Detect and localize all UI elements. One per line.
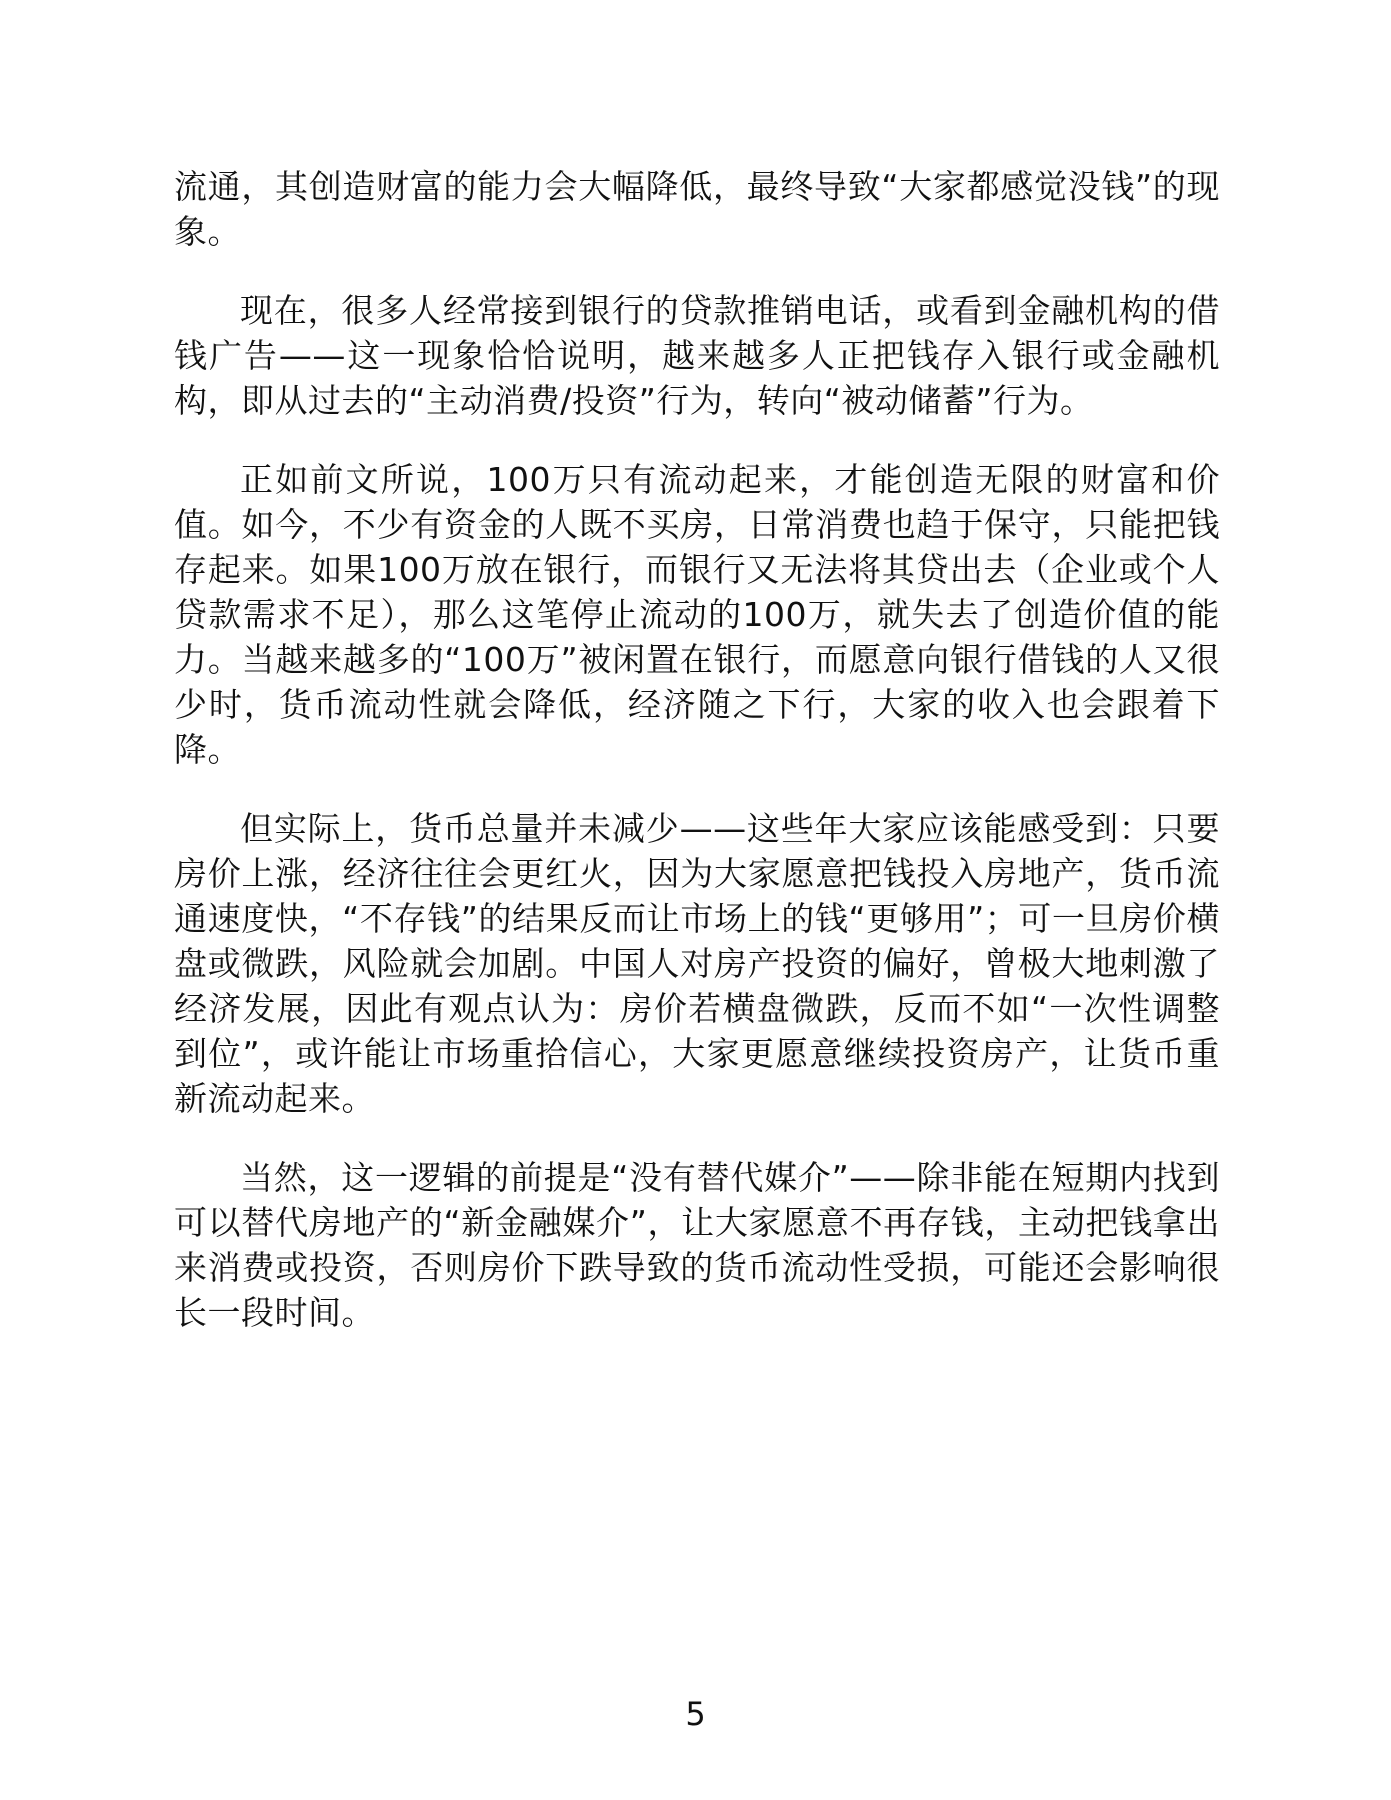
paragraph-continuation: 流通，其创造财富的能力会大幅降低，最终导致“大家都感觉没钱”的现象。 xyxy=(174,167,1220,251)
paragraph-alternative-medium: 当然，这一逻辑的前提是“没有替代媒介”——除非能在短期内找到可以替代房地产的“新金融媒介”，让大家愿意不再存钱，主动把钱拿出来消费或投资，否则房价下跌导致的货币流动性受损，可能还会影响很长一段时间。 xyxy=(174,1158,1220,1332)
page-number: 5 xyxy=(685,1695,706,1733)
document-body xyxy=(174,164,1220,1369)
paragraph-money-flow: 正如前文所说，100万只有流动起来，才能创造无限的财富和价值。如今，不少有资金的人既不买房，日常消费也趋于保守，只能把钱存起来。如果100万放在银行，而银行又无法将其贷出去（企业或个人贷款需求不足），那么这笔停止流动的100万，就失去了创造价值的能力。当越来越多的“100万”被闲置在银行，而愿意向银行借钱的人又很少时，货币流动性就会降低，经济随之下行，大家的收入也会跟着下降。 xyxy=(174,460,1220,769)
paragraph-housing-prices: 但实际上，货币总量并未减少——这些年大家应该能感受到：只要房价上涨，经济往往会更红火，因为大家愿意把钱投入房地产，货币流通速度快，“不存钱”的结果反而让市场上的钱“更够用”；可一旦房价横盘或微跌，风险就会加剧。中国人对房产投资的偏好，曾极大地刺激了经济发展，因此有观点认为：房价若横盘微跌，反而不如“一次性调整到位”，或许能让市场重拾信心，大家更愿意继续投资房产，让货币重新流动起来。 xyxy=(174,809,1220,1118)
paragraph-loan-calls: 现在，很多人经常接到银行的贷款推销电话，或看到金融机构的借钱广告——这一现象恰恰说明，越来越多人正把钱存入银行或金融机构，即从过去的“主动消费/投资”行为，转向“被动储蓄”行为。 xyxy=(174,291,1220,420)
